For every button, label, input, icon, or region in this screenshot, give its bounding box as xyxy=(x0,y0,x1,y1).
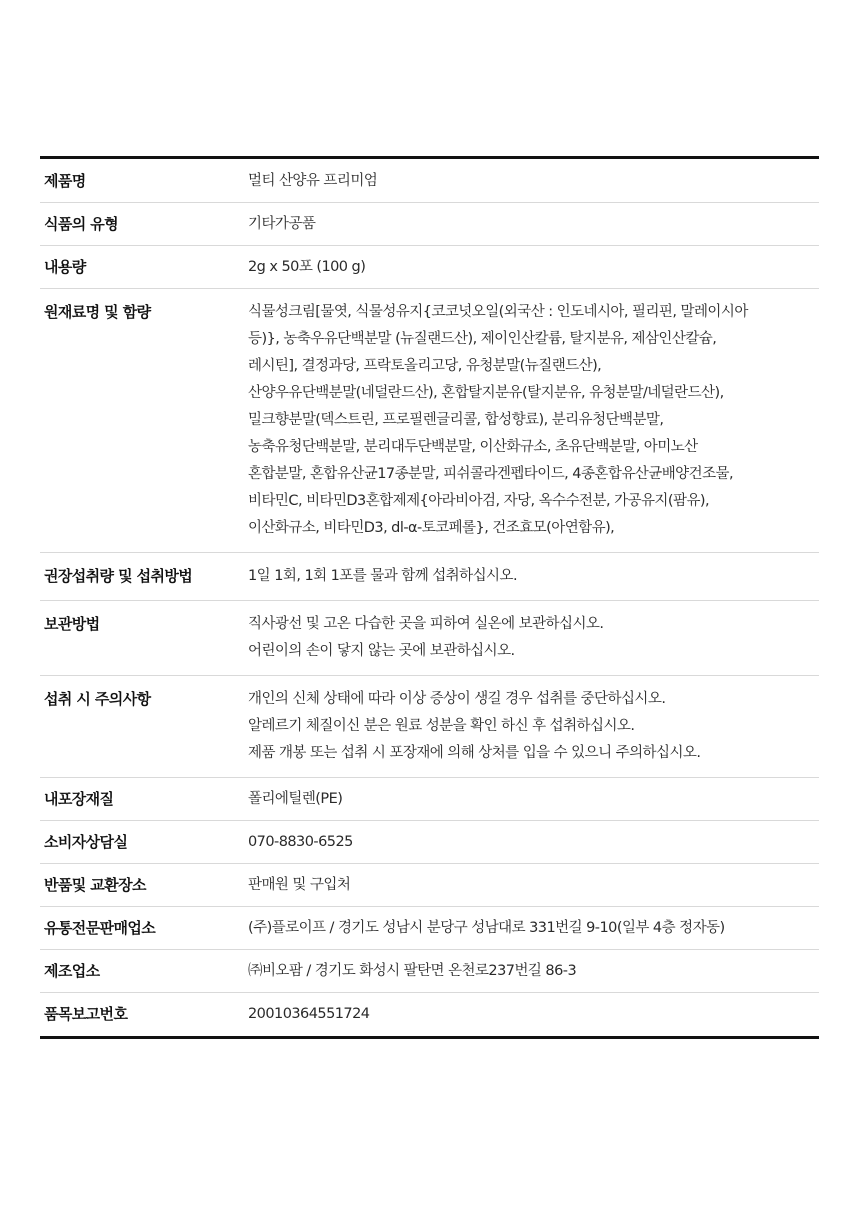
value-line: 멀티 산양유 프리미엄 xyxy=(248,173,378,189)
row-label-return-exchange: 반품및 교환장소 xyxy=(44,876,146,894)
row-label-report-number: 품목보고번호 xyxy=(44,1005,128,1023)
table-row xyxy=(40,601,819,676)
row-label-product-name: 제품명 xyxy=(44,172,86,190)
table-row xyxy=(40,246,819,289)
value-line: 알레르기 체질이신 분은 원료 성분을 확인 하신 후 섭취하십시오. xyxy=(248,718,635,734)
value-line: 판매원 및 구입처 xyxy=(248,877,351,893)
value-line: 농축유청단백분말, 분리대두단백분말, 이산화규소, 초유단백분말, 아미노산 xyxy=(248,439,698,455)
value-line: 직사광선 및 고온 다습한 곳을 피하여 실온에 보관하십시오. xyxy=(248,616,604,632)
row-label-ingredients: 원재료명 및 함량 xyxy=(44,303,151,321)
value-line: ㈜비오팜 / 경기도 화성시 팔탄면 온천로237번길 86-3 xyxy=(248,963,577,979)
row-label-storage: 보관방법 xyxy=(44,615,100,633)
row-value-storage xyxy=(248,611,819,665)
row-label-precautions: 섭취 시 주의사항 xyxy=(44,690,151,708)
table-row xyxy=(40,864,819,907)
row-value-customer-service xyxy=(248,829,819,863)
table-row xyxy=(40,907,819,950)
row-value-ingredients xyxy=(248,299,819,542)
row-label-distributor: 유통전문판매업소 xyxy=(44,919,156,937)
row-label-packaging-material: 내포장재질 xyxy=(44,790,114,808)
value-line: 레시틴], 결정과당, 프락토올리고당, 유청분말(뉴질랜드산), xyxy=(248,358,602,374)
table-row xyxy=(40,821,819,864)
row-value-product-name xyxy=(248,168,819,202)
table-row xyxy=(40,553,819,601)
value-line: 기타가공품 xyxy=(248,216,316,232)
value-line: 밀크향분말(덱스트린, 프로필렌글리콜, 합성향료), 분리유청단백분말, xyxy=(248,412,664,428)
row-value-return-exchange xyxy=(248,872,819,906)
value-line: 등)}, 농축우유단백분말 (뉴질랜드산), 제이인산칼륨, 탈지분유, 제삼인산칼슘, xyxy=(248,331,717,347)
row-value-distributor xyxy=(248,915,819,949)
row-value-manufacturer xyxy=(248,958,819,992)
value-line: 산양우유단백분말(네덜란드산), 혼합탈지분유(탈지분유, 유청분말/네덜란드산), xyxy=(248,385,724,401)
table-row xyxy=(40,778,819,821)
table-row xyxy=(40,203,819,246)
value-line: 070-8830-6525 xyxy=(248,834,353,850)
row-value-recommended-intake xyxy=(248,563,819,590)
value-line: 1일 1회, 1회 1포를 물과 함께 섭취하십시오. xyxy=(248,568,518,584)
value-line: 어린이의 손이 닿지 않는 곳에 보관하십시오. xyxy=(248,643,515,659)
value-line: 개인의 신체 상태에 따라 이상 증상이 생길 경우 섭취를 중단하십시오. xyxy=(248,691,666,707)
value-line: 폴리에틸렌(PE) xyxy=(248,791,343,807)
row-label-food-type: 식품의 유형 xyxy=(44,215,119,233)
value-line: 20010364551724 xyxy=(248,1006,370,1022)
row-value-packaging-material xyxy=(248,786,819,820)
table-row xyxy=(40,950,819,993)
value-line: 제품 개봉 또는 섭취 시 포장재에 의해 상처를 입을 수 있으니 주의하십시오. xyxy=(248,745,701,761)
table-row xyxy=(40,993,819,1036)
value-line: 비타민C, 비타민D3혼합제제{아라비아검, 자당, 옥수수전분, 가공유지(팜유), xyxy=(248,493,710,509)
table-row xyxy=(40,159,819,203)
row-value-net-weight xyxy=(248,254,819,288)
value-line: 혼합분말, 혼합유산균17종분말, 피쉬콜라겐펩타이드, 4종혼합유산균배양건조물, xyxy=(248,466,734,482)
value-line: 이산화규소, 비타민D3, dl-α-토코페롤}, 건조효모(아연함유), xyxy=(248,520,615,536)
table-row xyxy=(40,676,819,778)
row-value-report-number xyxy=(248,1001,819,1036)
value-line: 식물성크림[물엿, 식물성유지{코코넛오일(외국산 : 인도네시아, 필리핀, 말레이시아 xyxy=(248,304,748,320)
row-label-recommended-intake: 권장섭취량 및 섭취방법 xyxy=(44,567,193,585)
row-label-manufacturer: 제조업소 xyxy=(44,962,100,980)
row-value-food-type xyxy=(248,211,819,245)
row-label-net-weight: 내용량 xyxy=(44,258,86,276)
product-info-table xyxy=(40,156,819,1039)
value-line: (주)플로이프 / 경기도 성남시 분당구 성남대로 331번길 9-10(일부 4층 정자동) xyxy=(248,920,725,936)
table-row xyxy=(40,289,819,553)
row-label-customer-service: 소비자상담실 xyxy=(44,833,128,851)
row-value-precautions xyxy=(248,686,819,767)
value-line: 2g x 50포 (100 g) xyxy=(248,259,366,275)
